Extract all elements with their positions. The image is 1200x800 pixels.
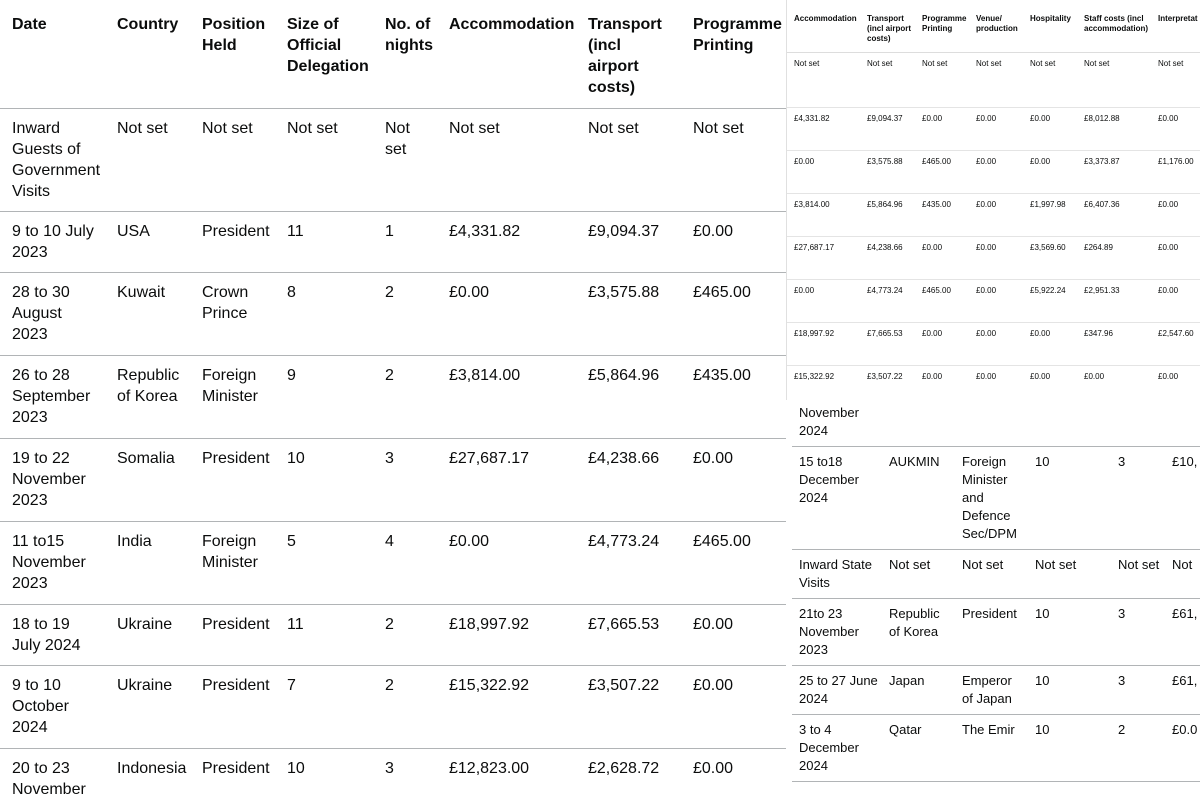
cell-position: President — [190, 439, 275, 522]
header-delegation-size: Size of Official Delegation — [275, 0, 373, 109]
header-interpretation: Interpretat — [1151, 0, 1200, 53]
cell-position: President — [955, 599, 1028, 666]
cell-country: AUKMIN — [882, 447, 955, 550]
cell-transport: Not set — [576, 109, 681, 212]
table-row — [787, 151, 1200, 194]
table-row — [787, 366, 1200, 401]
cell-date: 15 to18 December 2024 — [792, 447, 882, 550]
cell-accommodation: £0.00 — [437, 273, 576, 356]
table-row — [0, 212, 786, 273]
header-date: Date — [0, 0, 105, 109]
cell-date: November 2024 — [792, 398, 882, 447]
cell-accommodation: £3,814.00 — [437, 356, 576, 439]
cell-programme-printing: £0.00 — [681, 212, 786, 273]
cell-nights: 3 — [373, 439, 437, 522]
cell: £0.00 — [1023, 323, 1077, 366]
state-visits-table-section — [792, 398, 1200, 800]
table-header-row — [787, 0, 1200, 53]
cell-position: President — [190, 749, 275, 800]
cell-delegation-size: Not set — [275, 109, 373, 212]
cell: £3,575.88 — [860, 151, 915, 194]
cell: £435.00 — [915, 194, 969, 237]
cell: £0.00 — [915, 108, 969, 151]
table-row — [0, 356, 786, 439]
cell-delegation-size: 10 — [275, 749, 373, 800]
cell-date: 18 to 19 July 2024 — [0, 605, 105, 666]
cell: £0.00 — [1023, 366, 1077, 401]
cell-nights: 4 — [373, 522, 437, 605]
cell-position: Emperor of Japan — [955, 666, 1028, 715]
cell-date: 25 to 27 June 2024 — [792, 666, 882, 715]
cell-nights: 2 — [1111, 715, 1165, 782]
table-row — [787, 323, 1200, 366]
cell: £4,331.82 — [787, 108, 860, 151]
cell: £0.00 — [969, 366, 1023, 401]
cell-country: Qatar — [882, 715, 955, 782]
cell-programme-printing: £0.00 — [681, 666, 786, 749]
cell: £0.00 — [915, 366, 969, 401]
cell-delegation-size: 11 — [275, 212, 373, 273]
cell-country: Somalia — [105, 439, 190, 522]
table-row — [792, 447, 1200, 550]
cell-position: President — [190, 212, 275, 273]
cell-delegation-size — [1028, 398, 1111, 447]
cell-programme-printing: £465.00 — [681, 273, 786, 356]
header-transport: Transport (incl airport costs) — [576, 0, 681, 109]
cell-transport: £4,773.24 — [576, 522, 681, 605]
cell: £0.00 — [1151, 280, 1200, 323]
cell-delegation-size: 5 — [275, 522, 373, 605]
cell-delegation-size: 10 — [1028, 447, 1111, 550]
cell: £0.00 — [1023, 108, 1077, 151]
cell: £0.00 — [787, 151, 860, 194]
cell-position: Foreign Minister — [190, 356, 275, 439]
cell: £0.00 — [1023, 151, 1077, 194]
cell: £465.00 — [915, 151, 969, 194]
cell-date: 21to 23 November 2023 — [792, 599, 882, 666]
cell: £5,922.24 — [1023, 280, 1077, 323]
table-row — [792, 715, 1200, 782]
cell-delegation-size: 10 — [1028, 666, 1111, 715]
cell-position: Foreign Minister — [190, 522, 275, 605]
cell: £18,997.92 — [787, 323, 860, 366]
cell: £0.00 — [1151, 237, 1200, 280]
cell-nights: 2 — [373, 605, 437, 666]
cell: £8,012.88 — [1077, 108, 1151, 151]
costs-table-small — [786, 0, 1200, 400]
cell-accommodation: £18,997.92 — [437, 605, 576, 666]
cell: £15,322.92 — [787, 366, 860, 401]
cell: £0.00 — [969, 108, 1023, 151]
cell-transport: £7,665.53 — [576, 605, 681, 666]
cell: £9,094.37 — [860, 108, 915, 151]
cell: Not set — [1151, 53, 1200, 108]
cell-country: Indonesia — [105, 749, 190, 800]
table-row — [792, 666, 1200, 715]
cell-programme-printing: £0.00 — [681, 439, 786, 522]
table-row — [0, 109, 786, 212]
cell: £2,547.60 — [1151, 323, 1200, 366]
cell-nights: 3 — [1111, 599, 1165, 666]
table-header-row — [0, 0, 786, 109]
cell: £2,951.33 — [1077, 280, 1151, 323]
cell-programme-printing: £0.00 — [681, 749, 786, 800]
cell: £0.00 — [1151, 366, 1200, 401]
cell-position: The Emir — [955, 715, 1028, 782]
cell: £0.00 — [915, 237, 969, 280]
header-country: Country — [105, 0, 190, 109]
cell-accommodation: £0.00 — [437, 522, 576, 605]
header-position: Position Held — [190, 0, 275, 109]
state-visits-table — [792, 398, 1200, 782]
cell-date: 26 to 28 September 2023 — [0, 356, 105, 439]
cell-delegation-size: Not set — [1028, 550, 1111, 599]
cell-date: 28 to 30 August 2023 — [0, 273, 105, 356]
cell-position: President — [190, 666, 275, 749]
cell: £6,407.36 — [1077, 194, 1151, 237]
cell-accommodation: £4,331.82 — [437, 212, 576, 273]
table-row — [0, 273, 786, 356]
cell-date: 9 to 10 October 2024 — [0, 666, 105, 749]
cell-accommodation: £15,322.92 — [437, 666, 576, 749]
cell-delegation-size: 8 — [275, 273, 373, 356]
table-row — [792, 398, 1200, 447]
cell-nights: 3 — [1111, 666, 1165, 715]
cell-programme-printing: Not set — [681, 109, 786, 212]
cell: £27,687.17 — [787, 237, 860, 280]
cell: Not set — [969, 53, 1023, 108]
cell-transport: £3,507.22 — [576, 666, 681, 749]
cell-accommodation: Not — [1165, 550, 1200, 599]
cell: £3,814.00 — [787, 194, 860, 237]
cell: £264.89 — [1077, 237, 1151, 280]
cell-country: Republic of Korea — [105, 356, 190, 439]
cell-position — [955, 398, 1028, 447]
cell: Not set — [1077, 53, 1151, 108]
cell-delegation-size: 10 — [1028, 599, 1111, 666]
cell-accommodation: £61, — [1165, 666, 1200, 715]
cell-accommodation — [1165, 398, 1200, 447]
header-programme-printing: Programme Printing — [915, 0, 969, 53]
cell: £5,864.96 — [860, 194, 915, 237]
cell-transport: £4,238.66 — [576, 439, 681, 522]
cell-country: India — [105, 522, 190, 605]
cell: £1,176.00 — [1151, 151, 1200, 194]
header-venue-production: Venue/ production — [969, 0, 1023, 53]
cell: £3,569.60 — [1023, 237, 1077, 280]
cell: £465.00 — [915, 280, 969, 323]
cell-date: 9 to 10 July 2023 — [0, 212, 105, 273]
cell-transport: £3,575.88 — [576, 273, 681, 356]
cell-nights: Not set — [373, 109, 437, 212]
cell-accommodation: £61, — [1165, 599, 1200, 666]
cell: £0.00 — [969, 280, 1023, 323]
cell: Not set — [915, 53, 969, 108]
table-row — [787, 108, 1200, 151]
cell-position: Not set — [190, 109, 275, 212]
cell-accommodation: £12,823.00 — [437, 749, 576, 800]
header-hospitality: Hospitality — [1023, 0, 1077, 53]
cell-nights: 2 — [373, 356, 437, 439]
cell: £347.96 — [1077, 323, 1151, 366]
table-row — [792, 599, 1200, 666]
table-row — [787, 194, 1200, 237]
cell: £0.00 — [969, 323, 1023, 366]
cell: £0.00 — [969, 237, 1023, 280]
cell-date: 20 to 23 November — [0, 749, 105, 800]
cell: £1,997.98 — [1023, 194, 1077, 237]
table-row — [0, 439, 786, 522]
cell: £0.00 — [1077, 366, 1151, 401]
cell-country: Not set — [105, 109, 190, 212]
table-row — [0, 749, 786, 800]
cell-accommodation: £10, — [1165, 447, 1200, 550]
cell: £4,773.24 — [860, 280, 915, 323]
cell-position: Foreign Minister and Defence Sec/DPM — [955, 447, 1028, 550]
header-accommodation: Accommodation — [787, 0, 860, 53]
cell-country: Japan — [882, 666, 955, 715]
table-row — [787, 53, 1200, 108]
cell-country: USA — [105, 212, 190, 273]
header-programme-printing: Programme Printing — [681, 0, 786, 109]
cell: £3,507.22 — [860, 366, 915, 401]
cell-accommodation: Not set — [437, 109, 576, 212]
cell: £7,665.53 — [860, 323, 915, 366]
cell: £0.00 — [787, 280, 860, 323]
table-row — [787, 237, 1200, 280]
cell-nights: 1 — [373, 212, 437, 273]
costs-table — [787, 0, 1200, 400]
cell-position: Not set — [955, 550, 1028, 599]
cell-position: Crown Prince — [190, 273, 275, 356]
cell: £0.00 — [1151, 194, 1200, 237]
cell: £3,373.87 — [1077, 151, 1151, 194]
cell-country: Ukraine — [105, 605, 190, 666]
cell-transport: £5,864.96 — [576, 356, 681, 439]
header-transport: Transport (incl airport costs) — [860, 0, 915, 53]
cell-delegation-size: 10 — [1028, 715, 1111, 782]
cell-nights: 2 — [373, 273, 437, 356]
table-row — [0, 522, 786, 605]
cell: £0.00 — [1151, 108, 1200, 151]
cell-delegation-size: 7 — [275, 666, 373, 749]
header-accommodation: Accommodation — [437, 0, 576, 109]
cell-date: Inward Guests of Government Visits — [0, 109, 105, 212]
cell-date: 19 to 22 November 2023 — [0, 439, 105, 522]
header-nights: No. of nights — [373, 0, 437, 109]
cell-country: Republic of Korea — [882, 599, 955, 666]
cell-country: Kuwait — [105, 273, 190, 356]
cell-programme-printing: £435.00 — [681, 356, 786, 439]
cell-date: 11 to15 November 2023 — [0, 522, 105, 605]
table-row — [0, 605, 786, 666]
cell-delegation-size: 11 — [275, 605, 373, 666]
cell: Not set — [860, 53, 915, 108]
cell-nights: 3 — [373, 749, 437, 800]
table-row — [792, 550, 1200, 599]
cell-nights: 3 — [1111, 447, 1165, 550]
cell: £0.00 — [915, 323, 969, 366]
cell-date: 3 to 4 December 2024 — [792, 715, 882, 782]
cell-delegation-size: 10 — [275, 439, 373, 522]
cell: £4,238.66 — [860, 237, 915, 280]
cell-date: Inward State Visits — [792, 550, 882, 599]
cell-transport: £9,094.37 — [576, 212, 681, 273]
cell: £0.00 — [969, 151, 1023, 194]
cell-nights — [1111, 398, 1165, 447]
cell-programme-printing: £465.00 — [681, 522, 786, 605]
header-staff-costs: Staff costs (incl accommodation) — [1077, 0, 1151, 53]
cell-accommodation: £0.0 — [1165, 715, 1200, 782]
cell-programme-printing: £0.00 — [681, 605, 786, 666]
cell-nights: Not set — [1111, 550, 1165, 599]
cell: Not set — [787, 53, 860, 108]
cell-accommodation: £27,687.17 — [437, 439, 576, 522]
cell-country: Ukraine — [105, 666, 190, 749]
cell: £0.00 — [969, 194, 1023, 237]
cell-country — [882, 398, 955, 447]
cell-country: Not set — [882, 550, 955, 599]
cell-delegation-size: 9 — [275, 356, 373, 439]
table-row — [787, 280, 1200, 323]
cell-position: President — [190, 605, 275, 666]
table-row — [0, 666, 786, 749]
cell-transport: £2,628.72 — [576, 749, 681, 800]
cell: Not set — [1023, 53, 1077, 108]
cell-nights: 2 — [373, 666, 437, 749]
